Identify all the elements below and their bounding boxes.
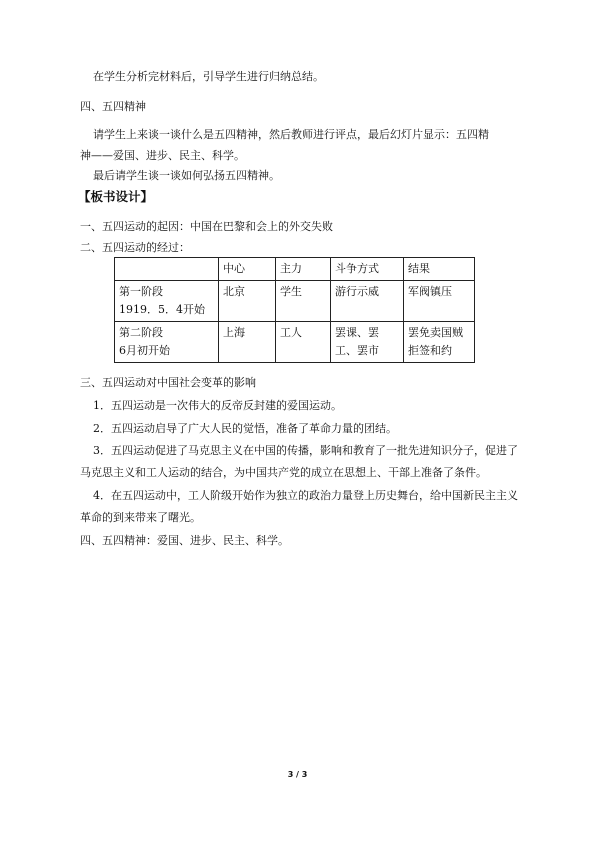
stage-name: 第一阶段	[119, 285, 163, 298]
stages-table	[114, 257, 475, 363]
method-text: 游行示威	[335, 285, 379, 298]
table-header-row	[115, 258, 475, 281]
paragraph-summary: 在学生分析完材料后，引导学生进行归纳总结。	[93, 70, 324, 83]
result-text-line2: 拒签和约	[408, 344, 452, 357]
stage-date: 1919．5．4开始	[119, 303, 205, 316]
method-cell	[331, 281, 404, 322]
board-item-cause: 一、五四运动的起因：中国在巴黎和会上的外交失败	[80, 220, 333, 233]
method-cell	[331, 322, 404, 363]
result-cell	[404, 322, 475, 363]
impact-point-4-line1: 4．在五四运动中，工人阶级开始作为独立的政治力量登上历史舞台，给中国新民主主义	[93, 489, 518, 502]
center-cell: 北京	[219, 281, 276, 322]
board-item-impact: 三、五四运动对中国社会变革的影响	[80, 376, 256, 389]
impact-point-2: 2．五四运动启导了广大人民的觉悟，准备了革命力量的团结。	[93, 422, 397, 435]
result-cell	[404, 281, 475, 322]
paragraph-final-question: 最后请学生谈一谈如何弘扬五四精神。	[93, 169, 280, 182]
header-cell-force: 主力	[276, 258, 331, 281]
result-text: 罢免卖国贼	[408, 326, 463, 339]
table-row	[115, 322, 475, 363]
method-text: 罢课、罢	[335, 326, 379, 339]
header-cell-result: 结果	[404, 258, 475, 281]
stage-date: 6月初开始	[119, 344, 170, 357]
paragraph-discussion-line1: 请学生上来谈一谈什么是五四精神，然后教师进行评点，最后幻灯片显示：五四精	[93, 128, 489, 141]
force-cell: 学生	[276, 281, 331, 322]
impact-point-3-line1: 3．五四运动促进了马克思主义在中国的传播，影响和教育了一批先进知识分子，促进了	[93, 444, 518, 457]
board-design-heading: 【板书设计】	[78, 189, 154, 204]
header-cell-method: 斗争方式	[331, 258, 404, 281]
impact-point-1: 1．五四运动是一次伟大的反帝反封建的爱国运动。	[93, 399, 342, 412]
result-text: 军阀镇压	[408, 285, 452, 298]
stage-cell	[115, 322, 219, 363]
method-text-line2: 工、罢市	[335, 344, 379, 357]
impact-point-4-line2: 革命的到来带来了曙光。	[80, 511, 201, 524]
paragraph-discussion-line2: 神——爱国、进步、民主、科学。	[80, 149, 245, 162]
table-row	[115, 281, 475, 322]
page-number: 3 / 3	[287, 770, 308, 779]
board-item-process: 二、五四运动的经过：	[80, 241, 190, 254]
header-cell-center: 中心	[219, 258, 276, 281]
section-title-may-fourth-spirit: 四、五四精神	[80, 100, 146, 113]
header-cell-empty	[115, 258, 219, 281]
board-item-spirit: 四、五四精神：爱国、进步、民主、科学。	[80, 534, 289, 547]
stage-cell	[115, 281, 219, 322]
stage-name: 第二阶段	[119, 326, 163, 339]
force-cell: 工人	[276, 322, 331, 363]
center-cell: 上海	[219, 322, 276, 363]
impact-point-3-line2: 马克思主义和工人运动的结合，为中国共产党的成立在思想上、干部上准备了条件。	[80, 466, 487, 479]
